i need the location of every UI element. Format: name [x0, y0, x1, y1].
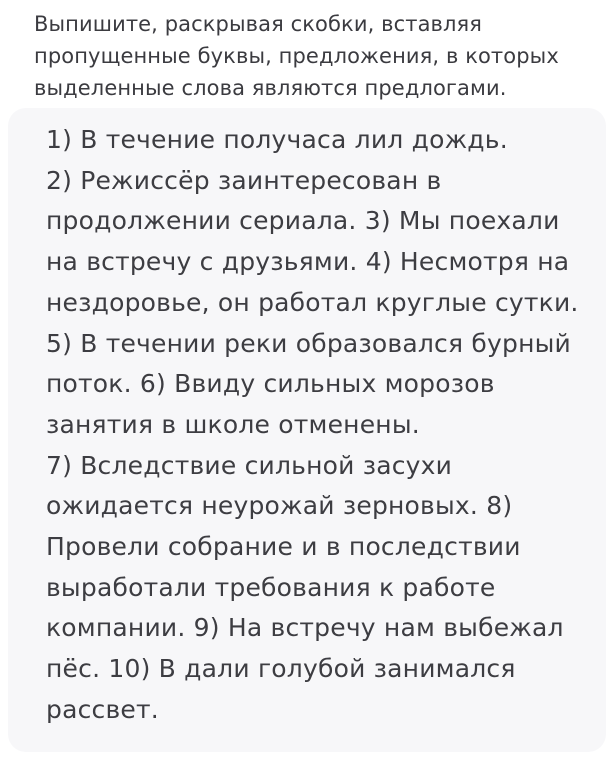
answer-line: 1) В течение получаса лил дождь.	[46, 125, 508, 154]
answer-line: рассвет.	[46, 694, 159, 724]
answer-line: поток. 6) Ввиду сильных морозов	[46, 369, 495, 399]
answer-line: ожидается неурожай зерновых. 8)	[46, 491, 513, 521]
question-line: пропущенные буквы, предложения, в которых	[34, 44, 559, 68]
answer-line: Провели собрание и в последствии	[46, 532, 521, 562]
question-line: выделенные слова являются предлогами.	[34, 76, 507, 100]
answer-line: пёс. 10) В дали голубой занимался	[46, 654, 516, 684]
answer-line: 2) Режиссёр заинтересован в	[46, 165, 442, 195]
answer-line: нездоровье, он работал круглые сутки.	[46, 287, 579, 317]
answer-line: компании. 9) На встречу нам выбежал	[46, 613, 564, 643]
answer-line: продолжении сериала. 3) Мы поехали	[46, 206, 560, 236]
question-line: Выпишите, раскрывая скобки, вставляя	[34, 12, 483, 36]
answer-line: занятия в школе отменены.	[46, 409, 420, 439]
answer-line: на встречу с друзьями. 4) Несмотря на	[46, 247, 570, 277]
question-text	[34, 8, 594, 104]
answer-text	[46, 120, 586, 731]
answer-line: 7) Вследствие сильной засухи	[46, 450, 453, 480]
answer-line: 5) В течении реки образовался бурный	[46, 328, 571, 358]
answer-line: выработали требования к работе	[46, 572, 496, 602]
